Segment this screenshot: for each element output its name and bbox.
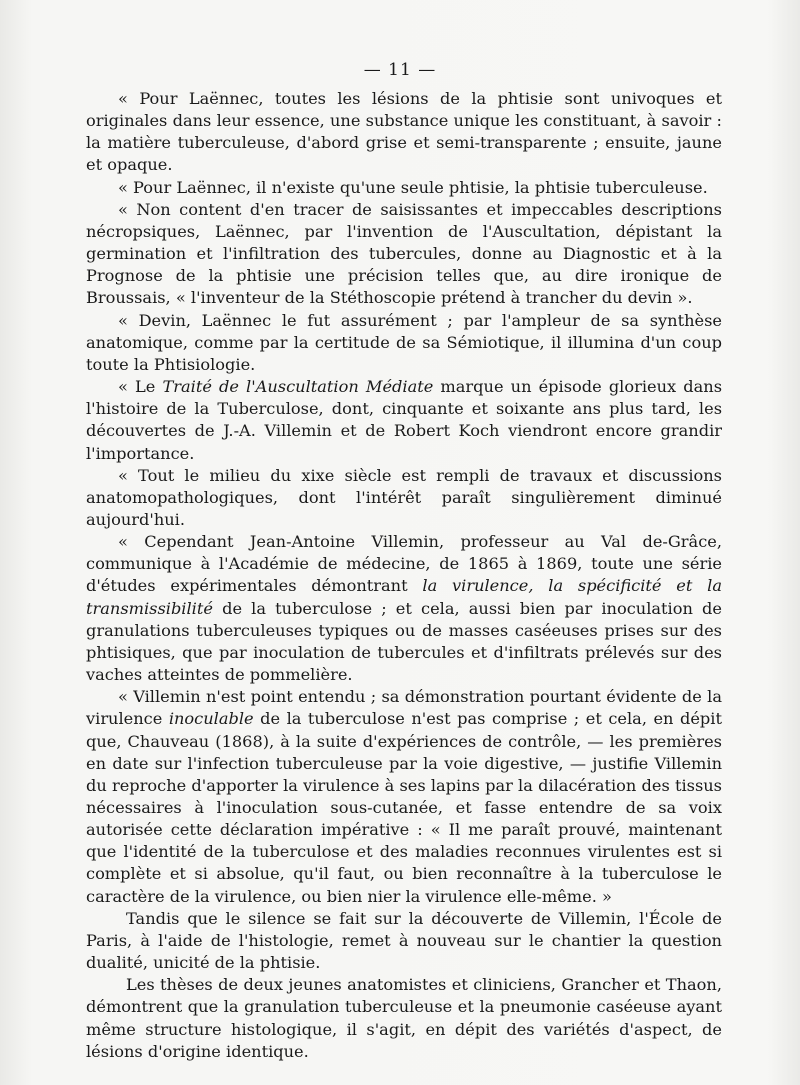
paragraph-p10 <box>86 974 722 1063</box>
italic-text: inoculable <box>168 709 254 729</box>
body-text <box>86 88 722 1063</box>
paragraph-text: de la tuberculose ; et cela, aussi bien par inoculation de granulations tuberculeuses typiques ou de masses caséeuses prises sur des phtisiques, que par inoculation de tubercules et d'infiltrats prélevés sur des vaches atteintes de pommelière. <box>86 598 722 685</box>
italic-text: Traité de l'Auscultation Médiate <box>162 377 434 397</box>
paragraph-p4 <box>86 310 722 376</box>
paragraph-p6 <box>86 465 722 531</box>
paragraph-text: « Tout le milieu du xixe siècle est rempli de travaux et discussions anatomopathologiques, dont l'intérêt paraît singulièrement diminué aujourd'hui. <box>86 465 722 529</box>
paragraph-p3 <box>86 199 722 310</box>
paragraph-p8 <box>86 686 722 908</box>
paragraph-text: « Villemin n'est point entendu ; sa démonstration pourtant évidente de la virulence <box>86 687 722 729</box>
paragraph-text: « Pour Laënnec, il n'existe qu'une seule phtisie, la phtisie tuberculeuse. <box>118 177 708 197</box>
paragraph-text: marque un épisode glorieux dans l'histoire de la Tuberculose, dont, cinquante et soixante ans plus tard, les découvertes de J.-A. Villemin et de Robert Koch viendront encore grandir l'importance. <box>86 377 723 463</box>
italic-text: la virulence, la spécificité et la transmissibilité <box>86 576 723 618</box>
paragraph-p2 <box>86 177 722 199</box>
paragraph-text: « Non content d'en tracer de saisissantes et impeccables descriptions nécropsiques, Laënnec, par l'invention de l'Auscultation, dépistant la germination et l'infiltration des tubercules, donne au Diagnostic et à la Prognose de la phtisie une précision telles que, au dire ironique de Broussais, « l'inventeur de la Stéthoscopie prétend à trancher du devin ». <box>86 199 722 308</box>
page-number: — 11 — <box>363 60 437 80</box>
paragraph-text: Les thèses de deux jeunes anatomistes et cliniciens, Grancher et Thaon, démontrent que la granulation tuberculeuse et la pneumonie caséeuse ayant même structure histologique, il s'agit, en dépit des variétés d'aspect, de lésions d'origine identique. <box>86 975 722 1061</box>
paragraph-text: de la tuberculose n'est pas comprise ; et cela, en dépit que, Chauveau (1868), à la suite d'expériences de contrôle, — les premières en date sur l'infection tuberculeuse par la voie digestive, — justifie Villemin du reproche d'apporter la virulence à ses lapins par la dilacération des tissus nécessaires à l'inoculation sous-cutanée, et fasse entendre de sa voix autorisée cette déclaration impérative : « Il me paraît prouvé, maintenant que l'identité de la tuberculose et des maladies reconnues virulentes est si complète et si absolue, qu'il faut, ou bien reconnaître à la tuberculose le caractère de la virulence, ou bien nier la virulence elle-même. » <box>86 709 722 906</box>
paragraph-text: Tandis que le silence se fait sur la découverte de Villemin, l'École de Paris, à l'aide de l'histologie, remet à nouveau sur le chantier la question dualité, unicité de la phtisie. <box>86 908 722 973</box>
paragraph-p7 <box>86 531 722 686</box>
paragraph-text: « Cependant Jean-Antoine Villemin, professeur au Val de-Grâce, communique à l'Académie de médecine, de 1865 à 1869, toute une série d'études expérimentales démontrant <box>86 532 722 596</box>
paragraph-text: « Devin, Laënnec le fut assurément ; par l'ampleur de sa synthèse anatomique, comme par la certitude de sa Sémiotique, il illumina d'un coup toute la Phtisiologie. <box>86 310 722 374</box>
paragraph-text: « Pour Laënnec, toutes les lésions de la phtisie sont univoques et originales dans leur essence, une substance unique les constituant, à savoir : la matière tuberculeuse, d'abord grise et semi-transparente ; ensuite, jaune et opaque. <box>86 89 722 175</box>
paragraph-p9 <box>86 908 722 974</box>
paragraph-text: « Le <box>118 377 163 397</box>
paragraph-p1 <box>86 88 722 177</box>
paragraph-p5 <box>86 376 722 465</box>
